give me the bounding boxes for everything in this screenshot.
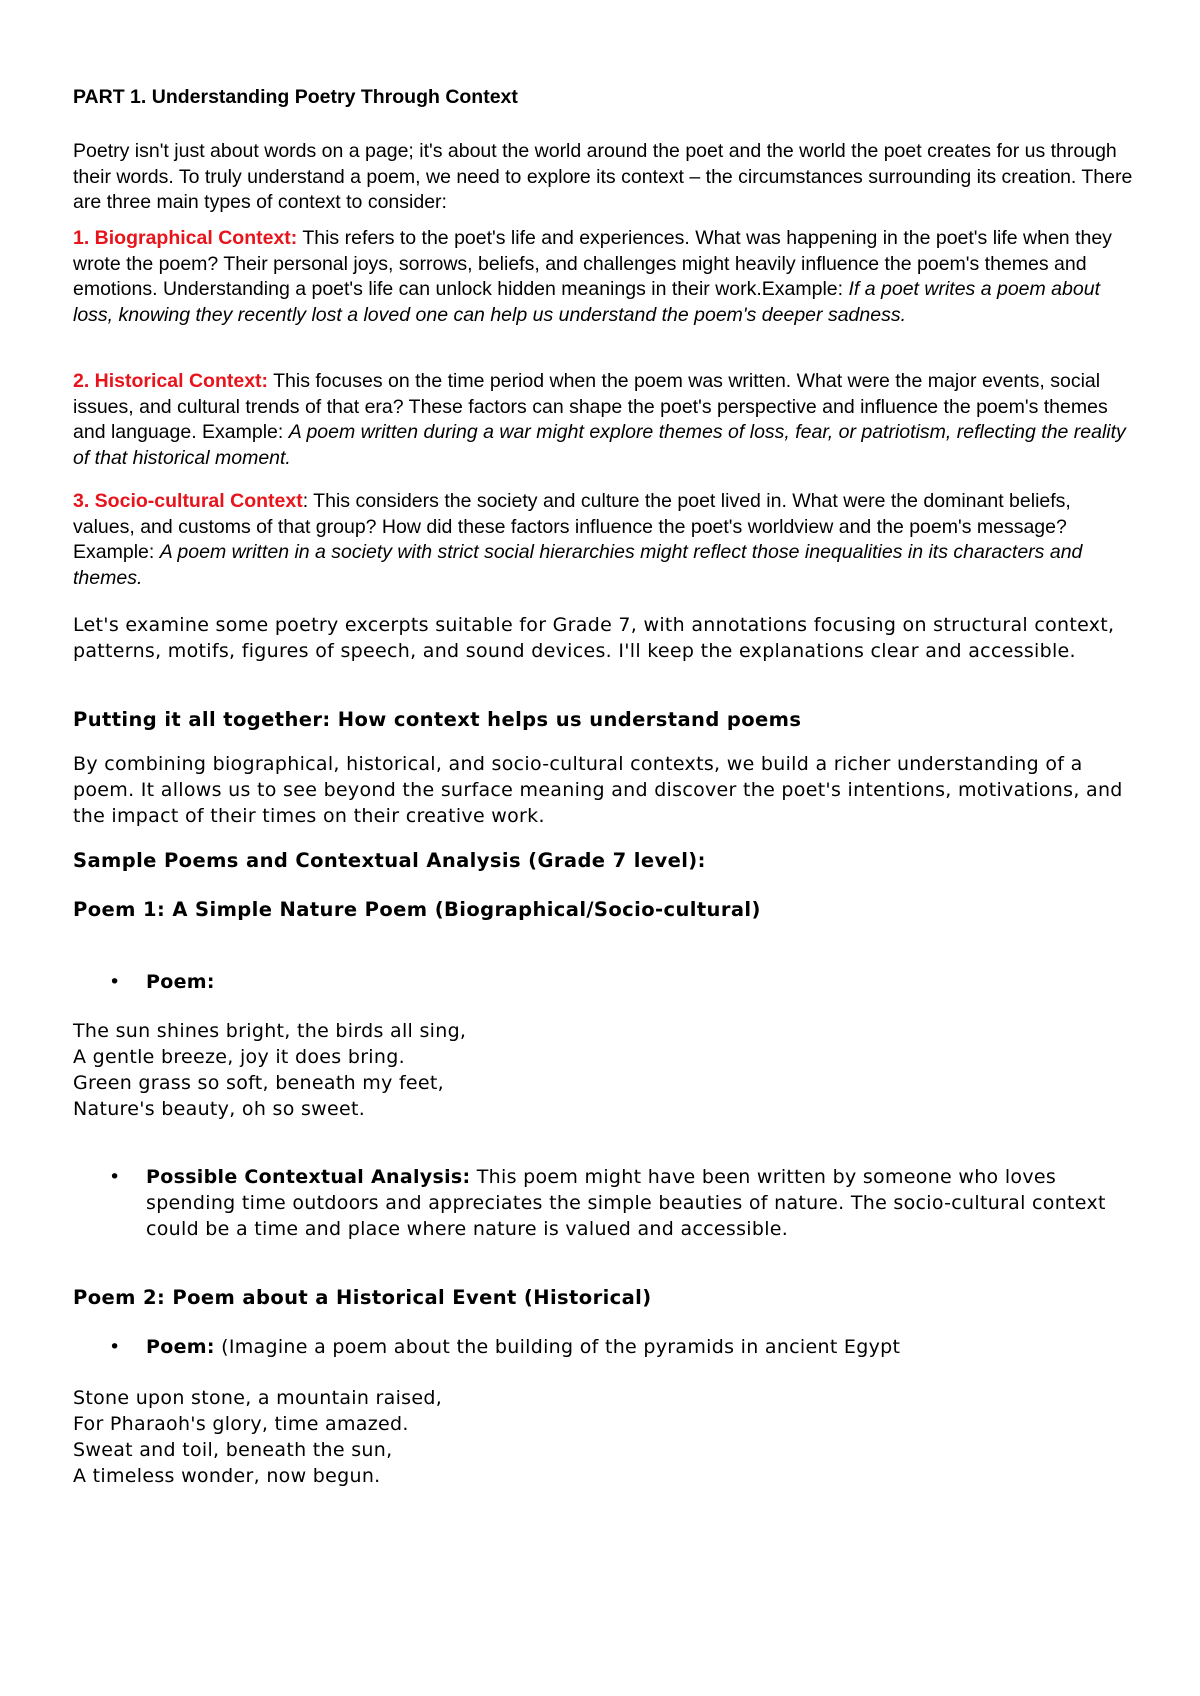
together-heading: Putting it all together: How context helps us understand poems <box>73 708 802 731</box>
poem1-analysis-text: This poem might have been written by someone who loves spending time outdoors and appreciates the simple beauties of nature. The socio-cultural context could be a time and place where nature is valued and accessible. <box>146 1166 1106 1240</box>
poem1-verse <box>73 1018 466 1122</box>
bullet-icon: • <box>109 1336 121 1358</box>
poem-line: Nature's beauty, oh so sweet. <box>73 1098 366 1120</box>
biographical-context-paragraph <box>73 226 1133 328</box>
poem1-analysis-bullet <box>73 1164 1133 1242</box>
samples-heading: Sample Poems and Contextual Analysis (Grade 7 level): <box>73 849 706 872</box>
poem2-heading: Poem 2: Poem about a Historical Event (Historical) <box>73 1286 652 1309</box>
bullet-icon: • <box>109 1166 121 1188</box>
poem-line: A timeless wonder, now begun. <box>73 1465 381 1487</box>
part-title: PART 1. Understanding Poetry Through Context <box>73 86 518 108</box>
together-paragraph: By combining biographical, historical, and socio-cultural contexts, we build a richer understanding of a poem. It allows us to see beyond the surface meaning and discover the poet's intentions, motivations, and the impact of their times on their creative work. <box>73 753 1123 827</box>
poem-line: For Pharaoh's glory, time amazed. <box>73 1413 409 1435</box>
poem-line: Green grass so soft, beneath my feet, <box>73 1072 445 1094</box>
socio-cultural-context-label: 3. Socio-cultural Context <box>73 490 303 512</box>
poem1-poem-label: Poem: <box>146 971 215 993</box>
poem-line: Sweat and toil, beneath the sun, <box>73 1439 393 1461</box>
poem-line: Stone upon stone, a mountain raised, <box>73 1387 443 1409</box>
poem-line: A gentle breeze, joy it does bring. <box>73 1046 405 1068</box>
historical-context-text: This focuses on the time period when the poem was written. What were the major events, social issues, and cultural trends of that era? These factors can shape the poet's perspective and influence the poem's themes and language. Example: <box>73 370 1108 443</box>
poem1-analysis-label: Possible Contextual Analysis: <box>146 1166 471 1188</box>
examine-paragraph: Let's examine some poetry excerpts suitable for Grade 7, with annotations focusing on structural context, patterns, motifs, figures of speech, and sound devices. I'll keep the explanations clear and accessible. <box>73 614 1115 662</box>
biographical-context-label: 1. Biographical Context: <box>73 227 298 249</box>
poem2-poem-label: Poem: <box>146 1336 215 1358</box>
socio-cultural-context-example: A poem written in a society with strict social hierarchies might reflect those inequalities in its characters and themes. <box>73 541 1083 589</box>
biographical-context-text: This refers to the poet's life and experiences. What was happening in the poet's life when they wrote the poem? Their personal joys, sorrows, beliefs, and challenges might heavily influence the poem's themes and emotions. Understanding a poet's life can unlock hidden meanings in their work.Example: <box>73 227 1112 300</box>
poem2-poem-note: (Imagine a poem about the building of the pyramids in ancient Egypt <box>214 1336 901 1358</box>
historical-context-label: 2. Historical Context: <box>73 370 269 392</box>
poem-line: The sun shines bright, the birds all sing, <box>73 1020 467 1042</box>
bullet-icon: • <box>109 971 121 993</box>
poem1-heading: Poem 1: A Simple Nature Poem (Biographical/Socio-cultural) <box>73 898 761 921</box>
historical-context-example: A poem written during a war might explore themes of loss, fear, or patriotism, reflecting the reality of that historical moment. <box>73 421 1126 469</box>
biographical-context-example: If a poet writes a poem about loss, knowing they recently lost a loved one can help us understand the poem's deeper sadness. <box>73 278 1100 326</box>
socio-cultural-context-text: : This considers the society and culture the poet lived in. What were the dominant beliefs, values, and customs of that group? How did these factors influence the poet's worldview and the poem's message? Example: <box>73 490 1071 563</box>
poem1-poem-bullet <box>73 969 1133 995</box>
poem2-poem-bullet <box>73 1334 1133 1360</box>
historical-context-paragraph <box>73 369 1133 471</box>
poem2-verse <box>73 1385 442 1489</box>
intro-paragraph: Poetry isn't just about words on a page; it's about the world around the poet and the world the poet creates for us through their words. To truly understand a poem, we need to explore its context – the circumstances surrounding its creation. There are three main types of context to consider: <box>73 140 1133 213</box>
socio-cultural-context-paragraph <box>73 489 1133 591</box>
